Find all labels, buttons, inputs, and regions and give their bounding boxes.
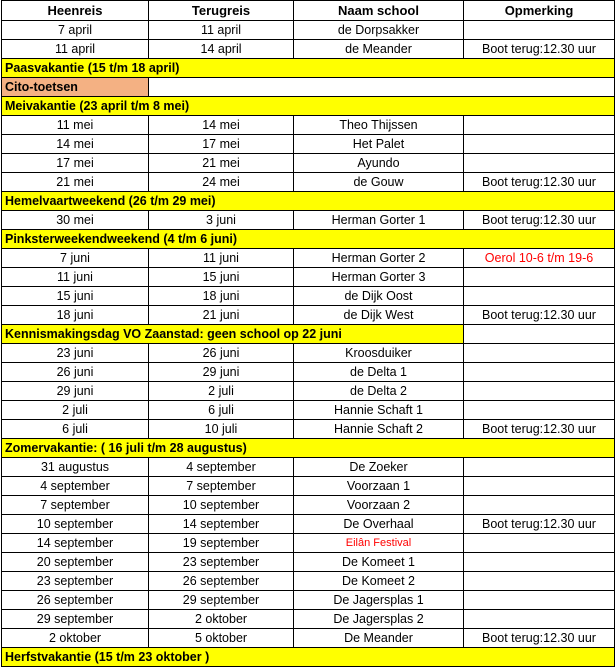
terugreis-cell: 19 september bbox=[149, 534, 294, 553]
vacation-banner-row bbox=[2, 230, 615, 249]
opmerking-cell bbox=[464, 401, 615, 420]
opmerking-cell bbox=[464, 591, 615, 610]
heenreis-cell: 26 juni bbox=[2, 363, 149, 382]
school-cell: Herman Gorter 2 bbox=[294, 249, 464, 268]
terugreis-cell: 26 september bbox=[149, 572, 294, 591]
terugreis-cell: 10 juli bbox=[149, 420, 294, 439]
cito-empty-cell bbox=[149, 78, 615, 97]
school-cell: De Jagersplas 2 bbox=[294, 610, 464, 629]
vacation-banner: Pinksterweekendweekend (4 t/m 6 juni) bbox=[2, 230, 615, 249]
table-row bbox=[2, 21, 615, 40]
vacation-banner: Zomervakantie: ( 16 juli t/m 28 augustus) bbox=[2, 439, 615, 458]
heenreis-cell: 11 mei bbox=[2, 116, 149, 135]
school-cell: de Dorpsakker bbox=[294, 21, 464, 40]
banner-empty-cell bbox=[464, 325, 615, 344]
terugreis-cell: 17 mei bbox=[149, 135, 294, 154]
heenreis-cell: 23 juni bbox=[2, 344, 149, 363]
opmerking-cell bbox=[464, 553, 615, 572]
heenreis-cell: 10 september bbox=[2, 515, 149, 534]
table-row bbox=[2, 154, 615, 173]
school-cell: de Dijk Oost bbox=[294, 287, 464, 306]
opmerking-cell: Boot terug:12.30 uur bbox=[464, 420, 615, 439]
vacation-banner-row bbox=[2, 192, 615, 211]
heenreis-cell: 2 juli bbox=[2, 401, 149, 420]
col-header-naam-school: Naam school bbox=[294, 1, 464, 21]
opmerking-cell: Boot terug:12.30 uur bbox=[464, 40, 615, 59]
table-row bbox=[2, 363, 615, 382]
table-row bbox=[2, 211, 615, 230]
heenreis-cell: 18 juni bbox=[2, 306, 149, 325]
opmerking-cell bbox=[464, 21, 615, 40]
cito-label: Cito-toetsen bbox=[2, 78, 149, 97]
school-cell: De Overhaal bbox=[294, 515, 464, 534]
vacation-banner-row bbox=[2, 439, 615, 458]
heenreis-cell: 31 augustus bbox=[2, 458, 149, 477]
opmerking-cell bbox=[464, 116, 615, 135]
terugreis-cell: 10 september bbox=[149, 496, 294, 515]
school-cell: Kroosduiker bbox=[294, 344, 464, 363]
terugreis-cell: 23 september bbox=[149, 553, 294, 572]
table-row bbox=[2, 287, 615, 306]
opmerking-cell: Boot terug:12.30 uur bbox=[464, 211, 615, 230]
school-cell: Het Palet bbox=[294, 135, 464, 154]
vacation-banner: Paasvakantie (15 t/m 18 april) bbox=[2, 59, 615, 78]
vacation-banner: Meivakantie (23 april t/m 8 mei) bbox=[2, 97, 615, 116]
terugreis-cell: 11 juni bbox=[149, 249, 294, 268]
heenreis-cell: 17 mei bbox=[2, 154, 149, 173]
opmerking-cell bbox=[464, 477, 615, 496]
table-row bbox=[2, 249, 615, 268]
terugreis-cell: 21 mei bbox=[149, 154, 294, 173]
school-cell: Theo Thijssen bbox=[294, 116, 464, 135]
school-cell: de Delta 2 bbox=[294, 382, 464, 401]
opmerking-cell bbox=[464, 287, 615, 306]
vacation-banner: Hemelvaartweekend (26 t/m 29 mei) bbox=[2, 192, 615, 211]
terugreis-cell: 24 mei bbox=[149, 173, 294, 192]
terugreis-cell: 11 april bbox=[149, 21, 294, 40]
opmerking-cell bbox=[464, 610, 615, 629]
opmerking-cell bbox=[464, 458, 615, 477]
heenreis-cell: 4 september bbox=[2, 477, 149, 496]
vacation-banner-row bbox=[2, 648, 615, 667]
heenreis-cell: 7 juni bbox=[2, 249, 149, 268]
table-row bbox=[2, 382, 615, 401]
opmerking-cell: Oerol 10-6 t/m 19-6 bbox=[464, 249, 615, 268]
heenreis-cell: 29 juni bbox=[2, 382, 149, 401]
table-row bbox=[2, 477, 615, 496]
opmerking-cell: Boot terug:12.30 uur bbox=[464, 515, 615, 534]
opmerking-cell bbox=[464, 534, 615, 553]
school-cell: Voorzaan 1 bbox=[294, 477, 464, 496]
terugreis-cell: 14 september bbox=[149, 515, 294, 534]
school-cell: Herman Gorter 1 bbox=[294, 211, 464, 230]
terugreis-cell: 2 juli bbox=[149, 382, 294, 401]
table-row bbox=[2, 458, 615, 477]
terugreis-cell: 3 juni bbox=[149, 211, 294, 230]
terugreis-cell: 14 mei bbox=[149, 116, 294, 135]
school-cell: de Delta 1 bbox=[294, 363, 464, 382]
heenreis-cell: 23 september bbox=[2, 572, 149, 591]
table-row bbox=[2, 629, 615, 648]
school-cell: Voorzaan 2 bbox=[294, 496, 464, 515]
table-row bbox=[2, 344, 615, 363]
heenreis-cell: 21 mei bbox=[2, 173, 149, 192]
school-cell: de Dijk West bbox=[294, 306, 464, 325]
opmerking-cell bbox=[464, 382, 615, 401]
heenreis-cell: 14 mei bbox=[2, 135, 149, 154]
table-row bbox=[2, 268, 615, 287]
table-row bbox=[2, 306, 615, 325]
school-cell: Hannie Schaft 2 bbox=[294, 420, 464, 439]
terugreis-cell: 14 april bbox=[149, 40, 294, 59]
school-cell: De Meander bbox=[294, 629, 464, 648]
terugreis-cell: 26 juni bbox=[149, 344, 294, 363]
opmerking-cell bbox=[464, 496, 615, 515]
table-row bbox=[2, 610, 615, 629]
school-cell: Eilân Festival bbox=[294, 534, 464, 553]
table-row bbox=[2, 572, 615, 591]
terugreis-cell: 18 juni bbox=[149, 287, 294, 306]
vacation-banner-row bbox=[2, 325, 615, 344]
heenreis-cell: 6 juli bbox=[2, 420, 149, 439]
terugreis-cell: 6 juli bbox=[149, 401, 294, 420]
heenreis-cell: 7 september bbox=[2, 496, 149, 515]
table-row bbox=[2, 173, 615, 192]
school-cell: De Jagersplas 1 bbox=[294, 591, 464, 610]
terugreis-cell: 29 juni bbox=[149, 363, 294, 382]
heenreis-cell: 11 april bbox=[2, 40, 149, 59]
terugreis-cell: 5 oktober bbox=[149, 629, 294, 648]
heenreis-cell: 2 oktober bbox=[2, 629, 149, 648]
school-cell: Ayundo bbox=[294, 154, 464, 173]
opmerking-cell: Boot terug:12.30 uur bbox=[464, 173, 615, 192]
table-row bbox=[2, 591, 615, 610]
vacation-banner-row bbox=[2, 97, 615, 116]
opmerking-cell bbox=[464, 344, 615, 363]
school-cell: de Gouw bbox=[294, 173, 464, 192]
col-header-opmerking: Opmerking bbox=[464, 1, 615, 21]
opmerking-cell bbox=[464, 363, 615, 382]
school-cell: De Komeet 2 bbox=[294, 572, 464, 591]
cito-row bbox=[2, 78, 615, 97]
table-row bbox=[2, 401, 615, 420]
heenreis-cell: 26 september bbox=[2, 591, 149, 610]
opmerking-cell bbox=[464, 135, 615, 154]
schedule-table bbox=[1, 0, 615, 667]
opmerking-cell bbox=[464, 572, 615, 591]
school-cell: Hannie Schaft 1 bbox=[294, 401, 464, 420]
vacation-banner: Herfstvakantie (15 t/m 23 oktober ) bbox=[2, 648, 615, 667]
table-row bbox=[2, 40, 615, 59]
terugreis-cell: 7 september bbox=[149, 477, 294, 496]
school-cell: De Zoeker bbox=[294, 458, 464, 477]
vacation-banner: Kennismakingsdag VO Zaanstad: geen school op 22 juni bbox=[2, 325, 464, 344]
table-row bbox=[2, 420, 615, 439]
opmerking-cell bbox=[464, 268, 615, 287]
school-cell: Herman Gorter 3 bbox=[294, 268, 464, 287]
heenreis-cell: 11 juni bbox=[2, 268, 149, 287]
table-row bbox=[2, 553, 615, 572]
heenreis-cell: 20 september bbox=[2, 553, 149, 572]
terugreis-cell: 29 september bbox=[149, 591, 294, 610]
table-row bbox=[2, 496, 615, 515]
header-row bbox=[2, 1, 615, 21]
opmerking-cell: Boot terug:12.30 uur bbox=[464, 306, 615, 325]
terugreis-cell: 15 juni bbox=[149, 268, 294, 287]
terugreis-cell: 4 september bbox=[149, 458, 294, 477]
terugreis-cell: 2 oktober bbox=[149, 610, 294, 629]
table-row bbox=[2, 135, 615, 154]
table-row bbox=[2, 534, 615, 553]
col-header-terugreis: Terugreis bbox=[149, 1, 294, 21]
heenreis-cell: 14 september bbox=[2, 534, 149, 553]
schedule-body bbox=[2, 21, 615, 667]
school-cell: De Komeet 1 bbox=[294, 553, 464, 572]
opmerking-cell bbox=[464, 154, 615, 173]
heenreis-cell: 29 september bbox=[2, 610, 149, 629]
vacation-banner-row bbox=[2, 59, 615, 78]
heenreis-cell: 15 juni bbox=[2, 287, 149, 306]
col-header-heenreis: Heenreis bbox=[2, 1, 149, 21]
terugreis-cell: 21 juni bbox=[149, 306, 294, 325]
heenreis-cell: 7 april bbox=[2, 21, 149, 40]
table-row bbox=[2, 116, 615, 135]
heenreis-cell: 30 mei bbox=[2, 211, 149, 230]
school-cell: de Meander bbox=[294, 40, 464, 59]
opmerking-cell: Boot terug:12.30 uur bbox=[464, 629, 615, 648]
table-row bbox=[2, 515, 615, 534]
